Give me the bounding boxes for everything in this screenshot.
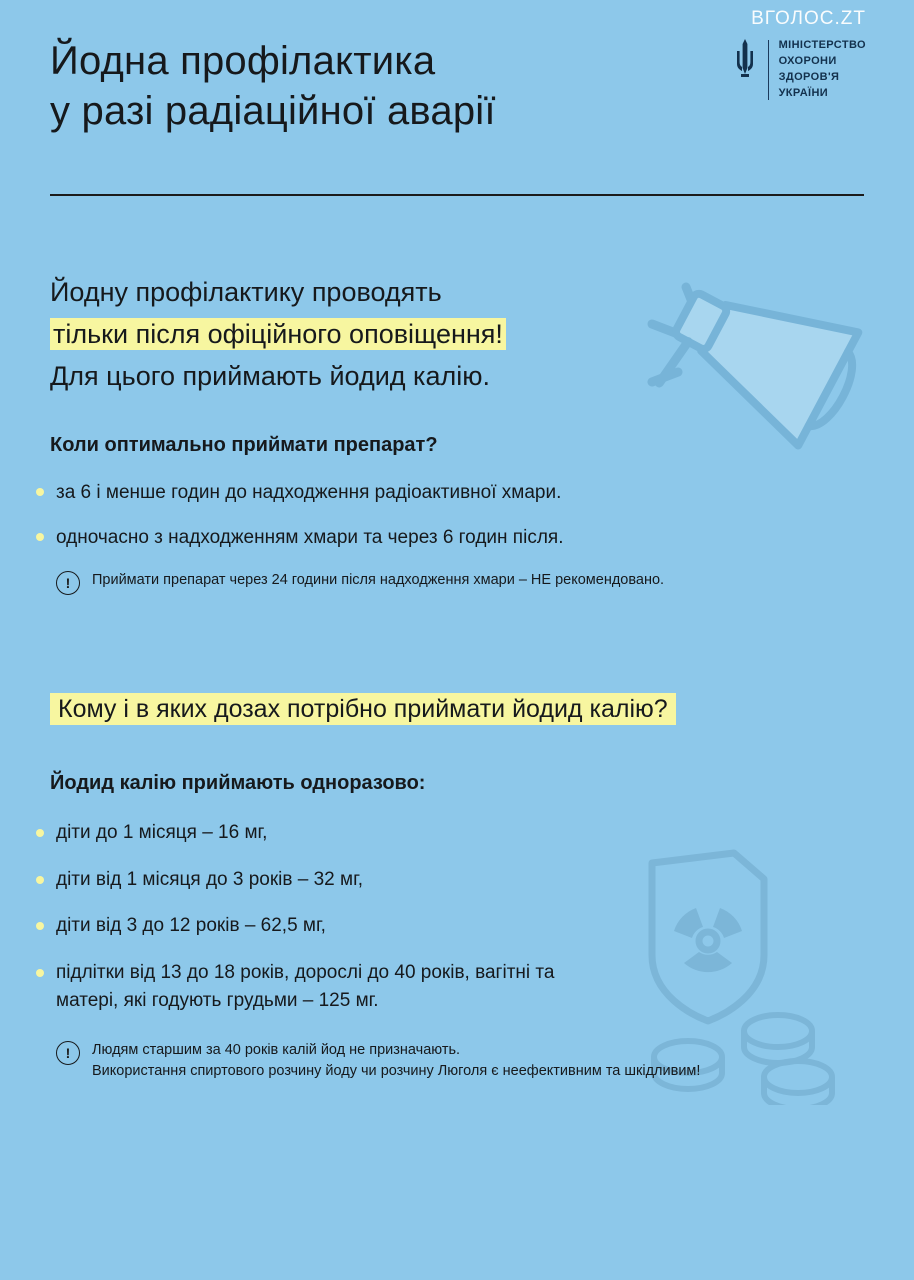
intro-line-1: Йодну профілактику проводять (50, 277, 442, 307)
list-item: діти від 1 місяця до 3 років – 32 мг, (56, 866, 616, 895)
section2-note (0, 1040, 914, 1084)
page-title-line-2: у разі радіаційної аварії (50, 89, 496, 133)
intro-highlight: тільки після офіційного оповіщення! (50, 318, 506, 350)
list-item: підлітки від 13 до 18 років, дорослі до 40 років, вагітні та матері, які годують грудьми – 125 мг. (56, 959, 616, 1016)
ministry-line-3: ЗДОРОВ'Я (778, 70, 840, 83)
exclamation-icon: ! (56, 571, 80, 595)
list-item: діти від 3 до 12 років – 62,5 мг, (56, 912, 616, 941)
intro-line-3: Для цього приймають йодид калію. (50, 360, 490, 391)
section2-bullet-list (0, 819, 914, 1016)
logo-divider (768, 40, 769, 100)
ministry-line-2: ОХОРОНИ (778, 54, 837, 67)
trident-icon (732, 38, 758, 80)
section2-note-line-2: Використання спиртового розчину йоду чи розчину Люголя є неефективним та шкідливим! (92, 1063, 701, 1080)
exclamation-icon: ! (56, 1041, 80, 1065)
section1-note-text: Приймати препарат через 24 години після надходження хмари – НЕ рекомендовано. (92, 571, 665, 588)
header-divider (50, 194, 864, 196)
ministry-logo (732, 38, 866, 102)
section2-note-text (92, 1040, 700, 1084)
section2-block (0, 691, 914, 1084)
source-watermark: ВГОЛОС.ZT (751, 8, 866, 29)
section2-banner-text: Кому і в яких дозах потрібно приймати йодид калію? (50, 693, 676, 725)
section2-note-line-1: Людям старшим за 40 років калій йод не призначають. (92, 1041, 461, 1058)
list-item: діти до 1 місяця – 16 мг, (56, 819, 616, 848)
section1-bullet-list (0, 479, 914, 552)
ministry-line-4: УКРАЇНИ (778, 86, 829, 99)
intro-line-2 (50, 314, 864, 356)
section1-subhead: Коли оптимально приймати препарат? (50, 433, 438, 456)
section1-note (0, 570, 914, 595)
list-item: за 6 і менше годин до надходження радіоактивної хмари. (56, 479, 864, 507)
page-header (0, 0, 914, 136)
page-title (50, 36, 670, 136)
section2-banner (0, 691, 914, 729)
page-title-line-1: Йодна профілактика (50, 39, 436, 83)
intro-block (0, 272, 914, 398)
ministry-line-1: МІНІСТЕРСТВО (778, 39, 866, 51)
list-item: одночасно з надходженням хмари та через 6 годин після. (56, 524, 864, 552)
ministry-name (779, 38, 866, 102)
section2-subhead: Йодид калію приймають одноразово: (50, 772, 426, 795)
